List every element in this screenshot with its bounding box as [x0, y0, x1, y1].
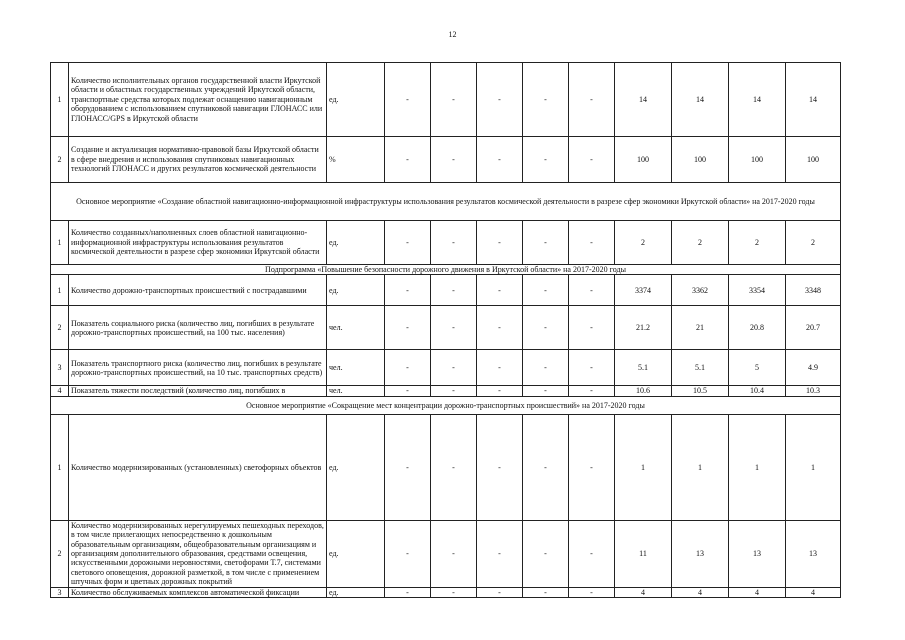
empty-year-value: -	[477, 350, 523, 386]
row-number: 2	[51, 137, 69, 183]
empty-year-value: -	[477, 520, 523, 587]
row-number: 1	[51, 63, 69, 137]
indicator-name: Показатель транспортного риска (количество лиц, погибших в результате дорожно-транспортных происшествий, на 10 тыс. транспортных средств)	[69, 350, 327, 386]
empty-year-value: -	[477, 63, 523, 137]
unit-of-measure: чел.	[327, 386, 385, 396]
target-value: 10.3	[786, 386, 841, 396]
target-value: 14	[615, 63, 672, 137]
target-value: 100	[729, 137, 786, 183]
section-title: Основное мероприятие «Создание областной навигационно-информационной инфраструктуры использования результатов космической деятельности в разрезе сфер экономики Иркутской области» на 2017-2020 годы	[51, 183, 841, 221]
empty-year-value: -	[569, 414, 615, 520]
target-value: 20.7	[786, 306, 841, 350]
target-value: 5	[729, 350, 786, 386]
target-value: 100	[672, 137, 729, 183]
target-value: 14	[729, 63, 786, 137]
indicator-name: Создание и актуализация нормативно-правовой базы Иркутской области в сфере внедрения и использования спутниковых навигационных технологий ГЛОНАСС и других результатов космической деятельности	[69, 137, 327, 183]
target-value: 21.2	[615, 306, 672, 350]
page-number: 12	[448, 30, 457, 39]
unit-of-measure: чел.	[327, 350, 385, 386]
empty-year-value: -	[431, 306, 477, 350]
empty-year-value: -	[477, 414, 523, 520]
empty-year-value: -	[385, 137, 431, 183]
unit-of-measure: %	[327, 137, 385, 183]
table-body	[51, 63, 841, 598]
table-row	[51, 350, 841, 386]
target-value: 13	[672, 520, 729, 587]
indicator-name: Количество обслуживаемых комплексов автоматической фиксации	[69, 587, 327, 597]
table-row	[51, 306, 841, 350]
target-value: 3374	[615, 275, 672, 306]
empty-year-value: -	[385, 587, 431, 597]
empty-year-value: -	[431, 275, 477, 306]
row-number: 2	[51, 520, 69, 587]
empty-year-value: -	[385, 520, 431, 587]
section-title: Основное мероприятие «Сокращение мест концентрации дорожно-транспортных происшествий» на 2017-2020 годы	[51, 396, 841, 414]
target-value: 2	[615, 221, 672, 265]
target-value: 13	[786, 520, 841, 587]
indicator-name: Показатель тяжести последствий (количество лиц, погибших в	[69, 386, 327, 396]
empty-year-value: -	[385, 63, 431, 137]
empty-year-value: -	[477, 221, 523, 265]
unit-of-measure: ед.	[327, 275, 385, 306]
empty-year-value: -	[569, 275, 615, 306]
unit-of-measure: ед.	[327, 63, 385, 137]
row-number: 1	[51, 414, 69, 520]
table-row	[51, 414, 841, 520]
empty-year-value: -	[569, 63, 615, 137]
row-number: 4	[51, 386, 69, 396]
empty-year-value: -	[385, 386, 431, 396]
table-row	[51, 63, 841, 137]
empty-year-value: -	[385, 275, 431, 306]
indicator-name: Количество модернизированных (установленных) светофорных объектов	[69, 414, 327, 520]
target-value: 4	[729, 587, 786, 597]
indicator-name: Количество дорожно-транспортных происшествий с пострадавшими	[69, 275, 327, 306]
row-number: 2	[51, 306, 69, 350]
target-value: 10.6	[615, 386, 672, 396]
empty-year-value: -	[523, 221, 569, 265]
target-value: 3362	[672, 275, 729, 306]
target-value: 1	[672, 414, 729, 520]
section-title: Подпрограмма «Повышение безопасности дорожного движения в Иркутской области» на 2017-2020 годы	[51, 265, 841, 275]
empty-year-value: -	[385, 414, 431, 520]
table-row	[51, 221, 841, 265]
empty-year-value: -	[569, 221, 615, 265]
table-row	[51, 520, 841, 587]
empty-year-value: -	[523, 386, 569, 396]
target-value: 1	[729, 414, 786, 520]
target-value: 11	[615, 520, 672, 587]
target-value: 3348	[786, 275, 841, 306]
row-number: 1	[51, 275, 69, 306]
target-value: 1	[786, 414, 841, 520]
row-number: 3	[51, 350, 69, 386]
empty-year-value: -	[385, 221, 431, 265]
empty-year-value: -	[523, 63, 569, 137]
row-number: 1	[51, 221, 69, 265]
target-value: 14	[786, 63, 841, 137]
empty-year-value: -	[523, 587, 569, 597]
empty-year-value: -	[523, 137, 569, 183]
empty-year-value: -	[477, 275, 523, 306]
empty-year-value: -	[385, 350, 431, 386]
table-row	[51, 587, 841, 597]
empty-year-value: -	[477, 386, 523, 396]
target-value: 2	[729, 221, 786, 265]
table-row	[51, 137, 841, 183]
indicators-table	[50, 62, 841, 598]
empty-year-value: -	[569, 350, 615, 386]
empty-year-value: -	[431, 350, 477, 386]
empty-year-value: -	[523, 414, 569, 520]
unit-of-measure: ед.	[327, 414, 385, 520]
empty-year-value: -	[431, 386, 477, 396]
empty-year-value: -	[477, 306, 523, 350]
table-row	[51, 386, 841, 396]
unit-of-measure: ед.	[327, 587, 385, 597]
empty-year-value: -	[569, 386, 615, 396]
target-value: 10.4	[729, 386, 786, 396]
target-value: 4	[615, 587, 672, 597]
table-row	[51, 275, 841, 306]
target-value: 2	[672, 221, 729, 265]
empty-year-value: -	[569, 520, 615, 587]
target-value: 1	[615, 414, 672, 520]
section-header-row	[51, 265, 841, 275]
target-value: 5.1	[615, 350, 672, 386]
empty-year-value: -	[431, 587, 477, 597]
target-value: 13	[729, 520, 786, 587]
empty-year-value: -	[523, 275, 569, 306]
empty-year-value: -	[385, 306, 431, 350]
unit-of-measure: ед.	[327, 520, 385, 587]
indicator-name: Количество исполнительных органов государственной власти Иркутской области и областных государственных учреждений Иркутской области, транспортные средства которых подлежат оснащению навигационным оборудованием с использованием спутниковой навигации ГЛОНАСС или ГЛОНАСС/GPS в Иркутской области	[69, 63, 327, 137]
target-value: 100	[615, 137, 672, 183]
target-value: 100	[786, 137, 841, 183]
empty-year-value: -	[431, 221, 477, 265]
empty-year-value: -	[523, 350, 569, 386]
section-header-row	[51, 396, 841, 414]
empty-year-value: -	[431, 414, 477, 520]
empty-year-value: -	[569, 587, 615, 597]
empty-year-value: -	[477, 587, 523, 597]
indicator-name: Показатель социального риска (количество лиц, погибших в результате дорожно-транспортных происшествий, на 100 тыс. населения)	[69, 306, 327, 350]
section-header-row	[51, 183, 841, 221]
target-value: 3354	[729, 275, 786, 306]
target-value: 2	[786, 221, 841, 265]
empty-year-value: -	[431, 137, 477, 183]
target-value: 4	[786, 587, 841, 597]
empty-year-value: -	[431, 63, 477, 137]
unit-of-measure: ед.	[327, 221, 385, 265]
empty-year-value: -	[431, 520, 477, 587]
target-value: 21	[672, 306, 729, 350]
target-value: 20.8	[729, 306, 786, 350]
row-number: 3	[51, 587, 69, 597]
target-value: 14	[672, 63, 729, 137]
empty-year-value: -	[523, 306, 569, 350]
empty-year-value: -	[477, 137, 523, 183]
target-value: 4	[672, 587, 729, 597]
empty-year-value: -	[569, 306, 615, 350]
target-value: 4.9	[786, 350, 841, 386]
indicator-name: Количество модернизированных нерегулируемых пешеходных переходов, в том числе прилегающих непосредственно к дошкольным образовательным организациям, общеобразовательным организациям и организациям дополнительного образования, средствами освещения, искусственными дорожными неровностями, светофорами Т.7, системами светового оповещения, дорожной разметкой, в том числе с применением штучных форм и цветных дорожных покрытий	[69, 520, 327, 587]
target-value: 10.5	[672, 386, 729, 396]
empty-year-value: -	[569, 137, 615, 183]
target-value: 5.1	[672, 350, 729, 386]
indicator-name: Количество созданных/наполненных слоев областной навигационно-информационной инфраструктуры использования результатов космической деятельности в разрезе сфер экономики Иркутской области	[69, 221, 327, 265]
empty-year-value: -	[523, 520, 569, 587]
unit-of-measure: чел.	[327, 306, 385, 350]
